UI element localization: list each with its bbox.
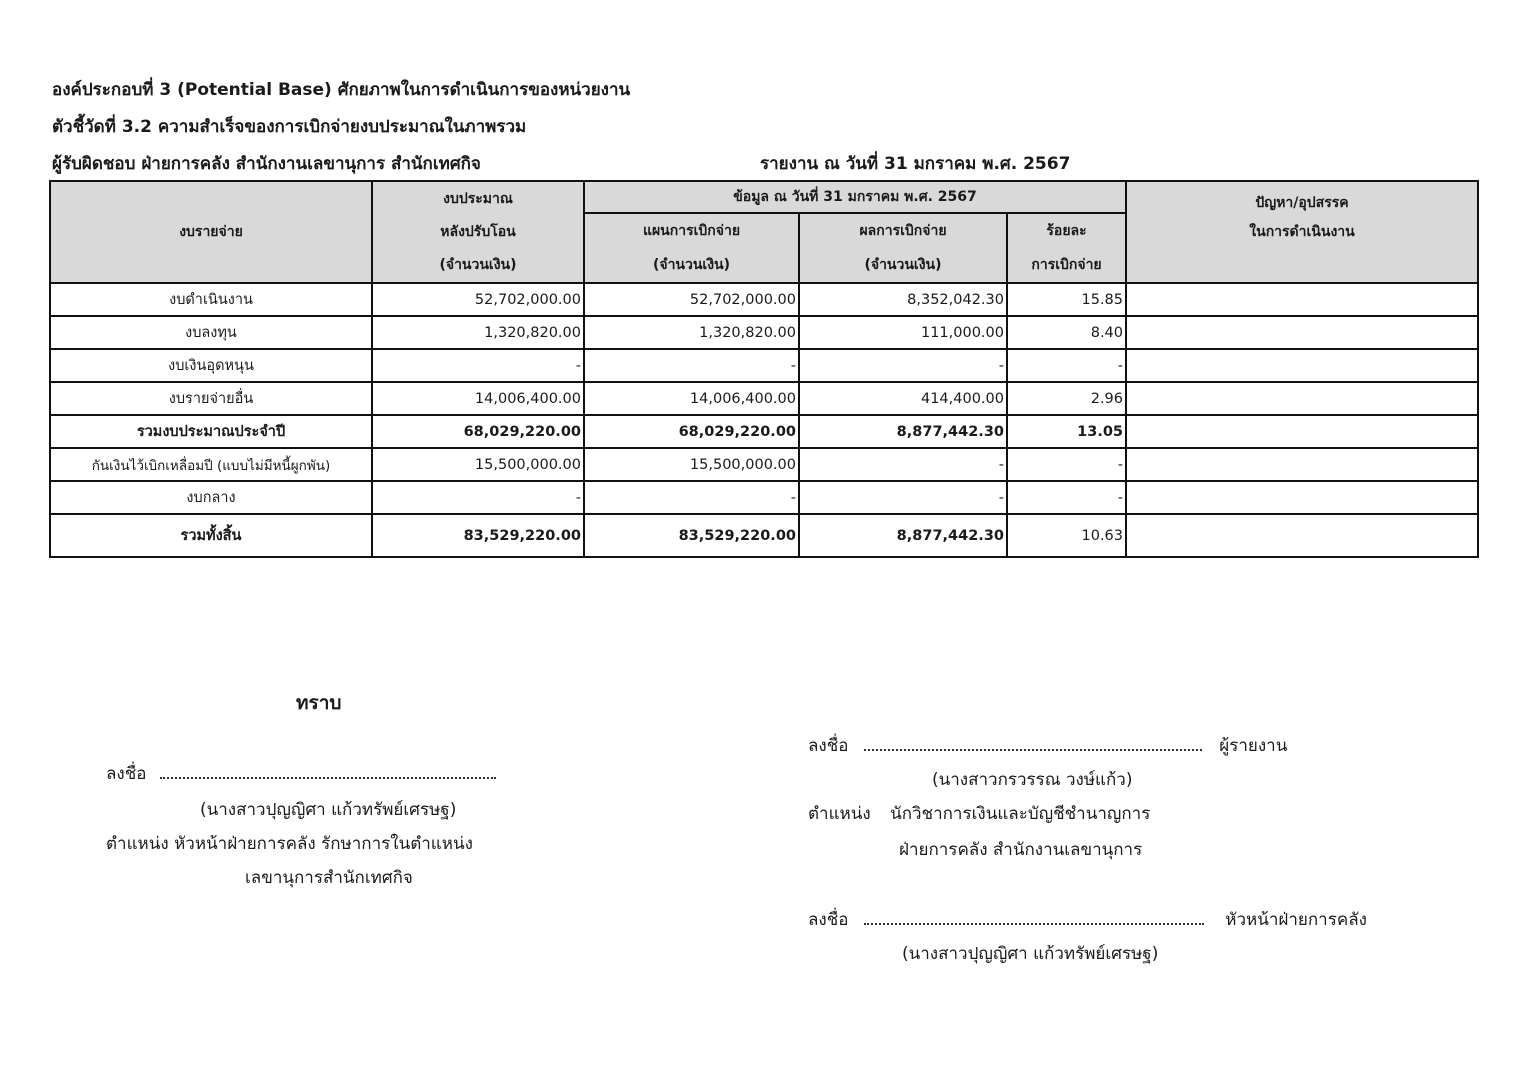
cell-issue: [1126, 382, 1478, 415]
row-label: งบเงินอุดหนุน: [50, 349, 372, 382]
table-row-operating: [50, 283, 1478, 316]
head-role: หัวหน้าฝ่ายการคลัง: [1225, 910, 1367, 930]
cell-budget: 14,006,400.00: [372, 382, 584, 415]
col-header-issue: ปัญหา/อุปสรรค ในการดำเนินงาน: [1126, 181, 1478, 283]
row-label: งบดำเนินงาน: [50, 283, 372, 316]
table-row-other: [50, 382, 1478, 415]
row-label: งบลงทุน: [50, 316, 372, 349]
cell-plan: 68,029,220.00: [584, 415, 799, 448]
header-report-date: รายงาน ณ วันที่ 31 มกราคม พ.ศ. 2567: [760, 154, 1071, 174]
ack-signature-field: [160, 763, 496, 779]
cell-percent: 13.05: [1007, 415, 1126, 448]
reporter-role: ผู้รายงาน: [1219, 736, 1288, 756]
cell-percent: -: [1007, 349, 1126, 382]
cell-result: -: [799, 349, 1007, 382]
reporter-position-line2: ฝ่ายการคลัง สำนักงานเลขานุการ: [899, 840, 1143, 860]
cell-issue: [1126, 514, 1478, 557]
table-row-central: [50, 481, 1478, 514]
cell-budget: -: [372, 349, 584, 382]
cell-percent: 2.96: [1007, 382, 1126, 415]
table-row-investment: [50, 316, 1478, 349]
table-row-grand-total: [50, 514, 1478, 557]
head-sign-label: ลงชื่อ: [808, 910, 849, 930]
cell-plan: 52,702,000.00: [584, 283, 799, 316]
col-header-budget: งบประมาณ หลังปรับโอน (จำนวนเงิน): [372, 181, 584, 283]
cell-plan: 15,500,000.00: [584, 448, 799, 481]
header-responsible: ผู้รับผิดชอบ ฝ่ายการคลัง สำนักงานเลขานุการ สำนักเทศกิจ: [52, 154, 481, 174]
ack-position-line1: ตำแหน่ง หัวหน้าฝ่ายการคลัง รักษาการในตำแหน่ง: [106, 834, 473, 854]
header-indicator-title: ตัวชี้วัดที่ 3.2 ความสำเร็จของการเบิกจ่ายงบประมาณในภาพรวม: [52, 117, 527, 137]
cell-percent: -: [1007, 448, 1126, 481]
reporter-position-line1: นักวิชาการเงินและบัญชีชำนาญการ: [890, 804, 1151, 824]
cell-percent: 10.63: [1007, 514, 1126, 557]
ack-position-line2: เลขานุการสำนักเทศกิจ: [245, 868, 413, 888]
ack-sign-line: [106, 760, 496, 787]
ack-name: (นางสาวปุญญิศา แก้วทรัพย์เศรษฐ): [200, 800, 457, 820]
cell-result: 111,000.00: [799, 316, 1007, 349]
col-header-group-date: ข้อมูล ณ วันที่ 31 มกราคม พ.ศ. 2567: [584, 181, 1126, 213]
col-header-expense: งบรายจ่าย: [50, 181, 372, 283]
cell-issue: [1126, 349, 1478, 382]
reporter-sign-line: [808, 732, 1287, 759]
cell-result: 414,400.00: [799, 382, 1007, 415]
cell-result: -: [799, 481, 1007, 514]
cell-result: 8,352,042.30: [799, 283, 1007, 316]
cell-issue: [1126, 448, 1478, 481]
reporter-position-label: ตำแหน่ง: [808, 804, 871, 824]
cell-budget: 68,029,220.00: [372, 415, 584, 448]
budget-table: [49, 180, 1479, 558]
cell-issue: [1126, 283, 1478, 316]
row-label: รวมงบประมาณประจำปี: [50, 415, 372, 448]
cell-issue: [1126, 415, 1478, 448]
cell-plan: -: [584, 481, 799, 514]
head-name: (นางสาวปุญญิศา แก้วทรัพย์เศรษฐ): [902, 944, 1159, 964]
cell-budget: 15,500,000.00: [372, 448, 584, 481]
cell-percent: 8.40: [1007, 316, 1126, 349]
cell-budget: 52,702,000.00: [372, 283, 584, 316]
cell-issue: [1126, 481, 1478, 514]
head-sign-line: [808, 906, 1367, 933]
cell-issue: [1126, 316, 1478, 349]
cell-result: 8,877,442.30: [799, 415, 1007, 448]
header-component-title: องค์ประกอบที่ 3 (Potential Base) ศักยภาพในการดำเนินการของหน่วยงาน: [52, 80, 631, 100]
cell-percent: -: [1007, 481, 1126, 514]
table-row-annual-total: [50, 415, 1478, 448]
row-label: กันเงินไว้เบิกเหลื่อมปี (แบบไม่มีหนี้ผูกพัน): [50, 448, 372, 481]
row-label: งบรายจ่ายอื่น: [50, 382, 372, 415]
cell-result: -: [799, 448, 1007, 481]
cell-plan: 14,006,400.00: [584, 382, 799, 415]
reporter-position-line: [808, 800, 1150, 827]
table-row-carryover: [50, 448, 1478, 481]
col-header-plan: แผนการเบิกจ่าย (จำนวนเงิน): [584, 213, 799, 283]
cell-plan: 83,529,220.00: [584, 514, 799, 557]
ack-sign-label: ลงชื่อ: [106, 764, 147, 784]
reporter-sign-label: ลงชื่อ: [808, 736, 849, 756]
cell-budget: 1,320,820.00: [372, 316, 584, 349]
col-header-percent: ร้อยละ การเบิกจ่าย: [1007, 213, 1126, 283]
cell-budget: 83,529,220.00: [372, 514, 584, 557]
table-row-subsidy: [50, 349, 1478, 382]
row-label: รวมทั้งสิ้น: [50, 514, 372, 557]
reporter-signature-field: [864, 735, 1202, 751]
cell-budget: -: [372, 481, 584, 514]
reporter-name: (นางสาวกรวรรณ วงษ์แก้ว): [932, 770, 1133, 790]
ack-title: ทราบ: [296, 692, 342, 714]
col-header-result: ผลการเบิกจ่าย (จำนวนเงิน): [799, 213, 1007, 283]
cell-percent: 15.85: [1007, 283, 1126, 316]
head-signature-field: [864, 909, 1204, 925]
cell-result: 8,877,442.30: [799, 514, 1007, 557]
cell-plan: -: [584, 349, 799, 382]
cell-plan: 1,320,820.00: [584, 316, 799, 349]
row-label: งบกลาง: [50, 481, 372, 514]
